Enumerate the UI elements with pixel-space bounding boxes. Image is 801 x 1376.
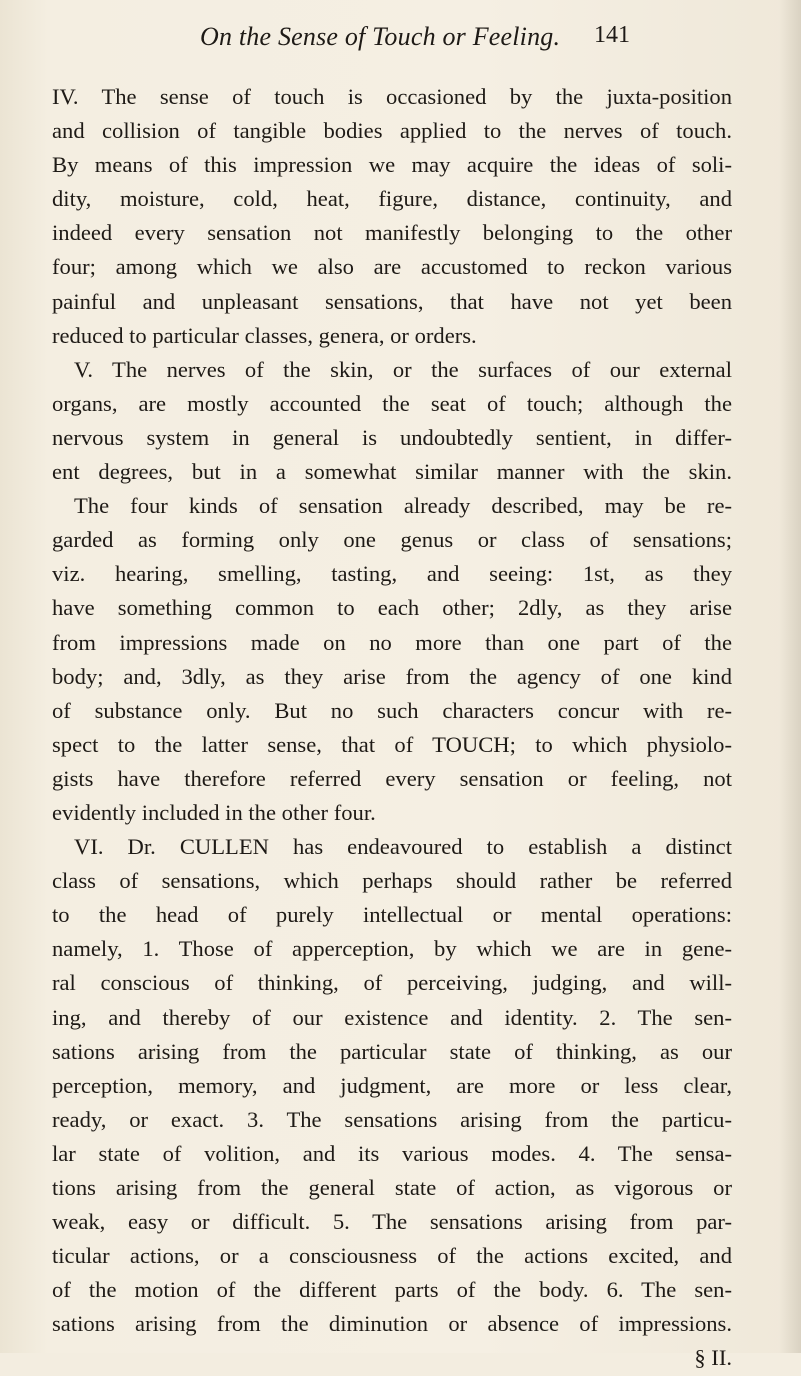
text-line: lar state of volition, and its various modes. 4. The sensa-	[52, 1140, 732, 1166]
text-line: ral conscious of thinking, of perceiving, judging, and will-	[52, 970, 732, 996]
text-line: garded as forming only one genus or class of sensations;	[52, 527, 732, 553]
text-line: tions arising from the general state of action, as vigorous or	[52, 1175, 732, 1200]
text-line: sations arising from the diminution or absence of impressions.	[52, 1311, 732, 1337]
text-line: of the motion of the different parts of the body. 6. The sen-	[52, 1277, 732, 1303]
body-text	[52, 80, 732, 1376]
text-line: nervous system in general is undoubtedly sentient, in differ-	[52, 424, 732, 450]
text-line: perception, memory, and judgment, are more or less clear,	[52, 1072, 732, 1098]
text-line: gists have therefore referred every sensation or feeling, not	[52, 765, 732, 791]
text-line: four; among which we also are accustomed to reckon various	[52, 254, 732, 280]
text-line: to the head of purely intellectual or mental operations:	[52, 902, 732, 928]
text-line: of substance only. But no such characters concur with re-	[52, 697, 732, 723]
text-line: IV. The sense of touch is occasioned by the juxta-position	[52, 84, 732, 109]
text-line: By means of this impression we may acquire the ideas of soli-	[52, 152, 732, 178]
text-line: The four kinds of sensation already described, may be re-	[74, 493, 732, 519]
text-line: ticular actions, or a consciousness of the actions excited, and	[52, 1243, 732, 1269]
text-line: reduced to particular classes, genera, or orders.	[52, 322, 477, 348]
text-line: sations arising from the particular state of thinking, as our	[52, 1038, 732, 1064]
text-line: dity, moisture, cold, heat, figure, distance, continuity, and	[52, 186, 732, 212]
page-header	[200, 20, 630, 60]
text-line: class of sensations, which perhaps should rather be referred	[52, 868, 732, 894]
text-line: indeed every sensation not manifestly belonging to the other	[52, 220, 732, 246]
text-line: have something common to each other; 2dly, as they arise	[52, 595, 732, 621]
text-line: VI. Dr. CULLEN has endeavoured to establish a distinct	[74, 834, 732, 860]
text-line: body; and, 3dly, as they arise from the agency of one kind	[52, 663, 732, 689]
catchword: § II.	[694, 1345, 732, 1371]
text-line: spect to the latter sense, that of TOUCH; to which physiolo-	[52, 731, 732, 757]
text-line: ready, or exact. 3. The sensations arising from the particu-	[52, 1106, 732, 1132]
text-line: evidently included in the other four.	[52, 799, 376, 825]
text-line: ent degrees, but in a somewhat similar manner with the skin.	[52, 459, 732, 485]
running-title: On the Sense of Touch or Feeling.	[200, 22, 561, 51]
page-edge-shadow	[779, 0, 801, 1353]
text-line: organs, are mostly accounted the seat of touch; although the	[52, 390, 732, 416]
page-number: 141	[594, 22, 630, 48]
text-line: and collision of tangible bodies applied to the nerves of touch.	[52, 118, 732, 144]
text-line: ing, and thereby of our existence and identity. 2. The sen-	[52, 1004, 732, 1030]
text-line: weak, easy or difficult. 5. The sensations arising from par-	[52, 1209, 732, 1235]
text-line: from impressions made on no more than one part of the	[52, 629, 732, 655]
text-line: painful and unpleasant sensations, that have not yet been	[52, 288, 732, 314]
text-line: viz. hearing, smelling, tasting, and seeing: 1st, as they	[52, 561, 732, 587]
text-line: namely, 1. Those of apperception, by which we are in gene-	[52, 936, 732, 962]
text-line: V. The nerves of the skin, or the surfaces of our external	[74, 356, 732, 382]
